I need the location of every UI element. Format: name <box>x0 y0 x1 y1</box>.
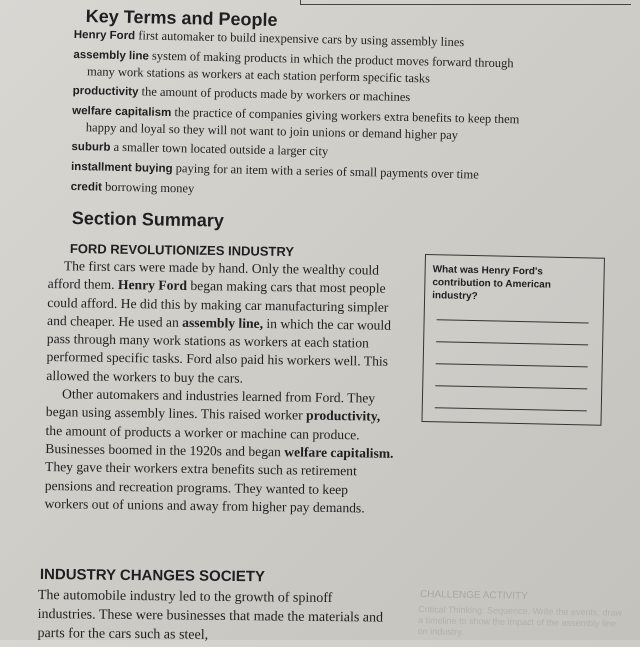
key-terms-heading: Key Terms and People <box>85 6 278 31</box>
bold-term: assembly line, <box>182 314 264 331</box>
key-terms-list <box>70 26 593 209</box>
industry-changes-heading: INDUSTRY CHANGES SOCIETY <box>39 566 266 586</box>
answer-line[interactable] <box>435 385 587 389</box>
term-definition: borrowing money <box>104 179 195 196</box>
term-label: productivity <box>72 84 139 99</box>
answer-line[interactable] <box>436 341 588 345</box>
term-definition-continued: many work stations as workers at each station perform specific tasks <box>86 64 431 86</box>
answer-line[interactable] <box>437 319 589 323</box>
answer-line[interactable] <box>435 407 587 411</box>
show-through-text: Critical Thinking: Sequence. Write the events, draw a timeline to show the impact of the assembly line on industry. <box>417 604 623 637</box>
answer-line[interactable] <box>436 363 588 367</box>
term-label: suburb <box>71 140 111 154</box>
ford-revolutionizes-heading: FORD REVOLUTIONIZES INDUSTRY <box>69 241 295 260</box>
term-definition: system of making products in which the product moves forward through <box>151 48 514 71</box>
term-label: credit <box>70 180 103 194</box>
top-box-border <box>300 0 631 5</box>
term-label: welfare capitalism <box>72 104 172 120</box>
show-through-heading: CHALLENGE ACTIVITY <box>419 589 528 602</box>
section-summary-heading: Section Summary <box>71 208 225 231</box>
term-definition: a smaller town located outside a larger city <box>113 139 329 159</box>
summary-paragraph-2: Other automakers and industries learned from Ford. They began using assembly lines. This raised worker productivity, the amount of products a worker or machine can produce. Businesses boomed in the 1920s and began welfare capitalism. They gave their workers extra benefits such as retirement pensions and recreation programs. They wanted to keep workers out of unions and away from higher pay demands. <box>44 386 394 516</box>
question-box <box>421 254 604 426</box>
summary-paragraph-1: The first cars were made by hand. Only the wealthy could afford them. Henry Ford began making cars that most people could afford. He did this by making car manufacturing simpler and cheaper. He used an assembly line, in which the car would pass through many work stations as workers at each station performed specific tasks. Ford also paid his workers well. This allowed the workers to buy the cars. <box>46 258 392 386</box>
summary-body <box>44 257 398 518</box>
bold-term: welfare capitalism. <box>284 444 394 461</box>
term-definition: first automaker to build inexpensive cars by using assembly lines <box>138 28 465 50</box>
term-label: Henry Ford <box>73 28 136 43</box>
term-label: assembly line <box>73 48 149 63</box>
term-label: installment buying <box>70 160 173 176</box>
term-definition-continued: happy and loyal so they will not want to join unions or demand higher pay <box>85 120 459 143</box>
bold-term: productivity, <box>305 407 381 425</box>
question-prompt: What was Henry Ford's contribution to American industry? <box>432 264 552 303</box>
term-definition: the practice of companies giving workers extra benefits to keep them <box>174 105 520 127</box>
term-definition: the amount of products made by workers or machines <box>141 84 411 105</box>
bold-term: Henry Ford <box>117 277 188 294</box>
term-definition: paying for an item with a series of small payments over time <box>175 161 479 182</box>
industry-changes-paragraph: The automobile industry led to the growth of spinoff industries. These were businesses that made the materials and parts for the cars such as steel, <box>37 587 384 643</box>
